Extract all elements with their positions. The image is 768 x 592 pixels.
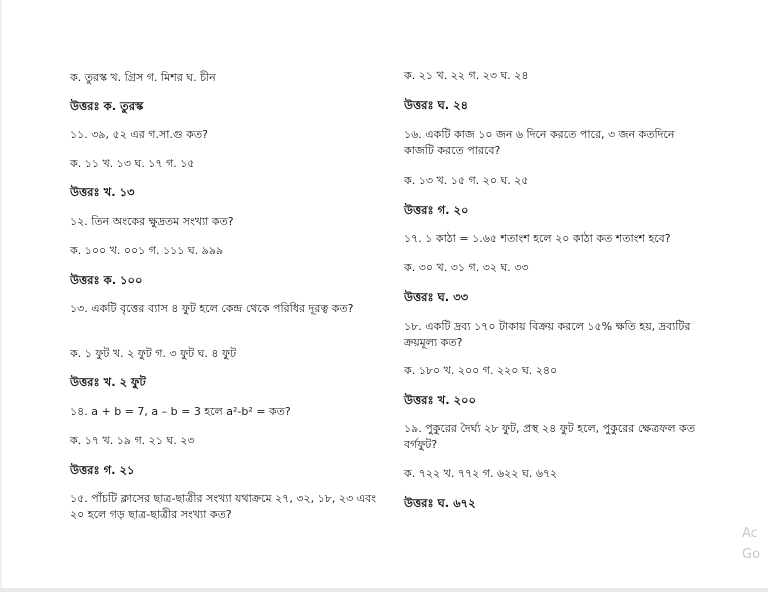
answer-q13: উত্তরঃ খ. ২ ফুট (70, 375, 146, 389)
answer-q10: উত্তরঃ ক. তুরস্ক (70, 99, 144, 113)
question-13: ১৩. একটি বৃত্তের ব্যাস ৪ ফুট হলে কেন্দ্র থেকে পরিধির দূরত্ব কত? (70, 302, 354, 315)
page-left-edge (0, 0, 2, 592)
answer-q19: উত্তরঃ ঘ. ৬৭২ (404, 496, 476, 510)
options-q14: ক. ১৭ খ. ১৯ গ. ২১ ঘ. ২৩ (70, 434, 195, 447)
options-q13: ক. ১ ফুট খ. ২ ফুট গ. ৩ ফুট ঘ. ৪ ফুট (70, 347, 237, 360)
options-q10: ক. তুরস্ক খ. গ্রিস গ. মিশর ঘ. চীন (70, 71, 216, 84)
activation-watermark-line1: Ac (742, 526, 758, 541)
question-12: ১২. তিন অংকের ক্ষুদ্রতম সংখ্যা কত? (70, 215, 234, 228)
question-15: ১৫. পাঁচটি ক্লাসের ছাত্র-ছাত্রীর সংখ্যা যথাক্রমে ২৭, ৩২, ১৮, ২৩ এবং ২০ হলে গড় ছাত্র-ছাত্রীর সংখ্যা কত? (70, 492, 376, 521)
question-16: ১৬. একটি কাজ ১০ জন ৬ দিনে করতে পারে, ৩ জন কতদিনে কাজটি করতে পারবে? (404, 128, 675, 157)
question-17: ১৭. ১ কাঠা = ১.৬৫ শতাংশ হলে ২০ কাঠা কত শতাংশ হবে? (404, 232, 671, 245)
options-q16: ক. ১৩ খ. ১৫ গ. ২০ ঘ. ২৫ (404, 174, 529, 187)
answer-q16: উত্তরঃ গ. ২০ (404, 203, 469, 217)
question-19: ১৯. পুকুরের দৈর্ঘ্য ২৮ ফুট, প্রস্থ ২৪ ফুট হলে, পুকুরের ক্ষেত্রফল কত বর্গফুট? (404, 422, 695, 451)
options-q17: ক. ৩০ খ. ৩১ গ. ৩২ ঘ. ৩৩ (404, 261, 529, 274)
question-18: ১৮. একটি দ্রব্য ১৭০ টাকায় বিক্রয় করলে ১৫% ক্ষতি হয়, দ্রব্যটির ক্রয়মূল্য কত? (404, 320, 691, 349)
options-q11: ক. ১১ খ. ১৩ ঘ. ১৭ গ. ১৫ (70, 157, 195, 170)
options-q15: ক. ২১ খ. ২২ গ. ২৩ ঘ. ২৪ (404, 69, 529, 82)
answer-q17: উত্তরঃ ঘ. ৩৩ (404, 290, 469, 304)
answer-q14: উত্তরঃ গ. ২১ (70, 463, 135, 477)
answer-q18: উত্তরঃ খ. ২০০ (404, 393, 476, 407)
answer-q12: উত্তরঃ ক. ১০০ (70, 273, 143, 287)
answer-q11: উত্তরঃ খ. ১৩ (70, 185, 135, 199)
answer-q15: উত্তরঃ ঘ. ২৪ (404, 98, 469, 112)
bottom-border (0, 588, 768, 592)
options-q12: ক. ১০০ খ. ০০১ গ. ১১১ ঘ. ৯৯৯ (70, 244, 224, 257)
question-14: ১৪. a + b = 7, a – b = 3 হলে a²-b² = কত? (70, 405, 291, 418)
options-q18: ক. ১৮০ খ. ২০০ গ. ২২০ ঘ. ২৪০ (404, 364, 558, 377)
activation-watermark-line2: Go (742, 547, 761, 562)
question-11: ১১. ৩৯, ৫২ এর গ.সা.গু কত? (70, 128, 208, 141)
options-q19: ক. ৭২২ খ. ৭৭২ গ. ৬২২ ঘ. ৬৭২ (404, 467, 558, 480)
